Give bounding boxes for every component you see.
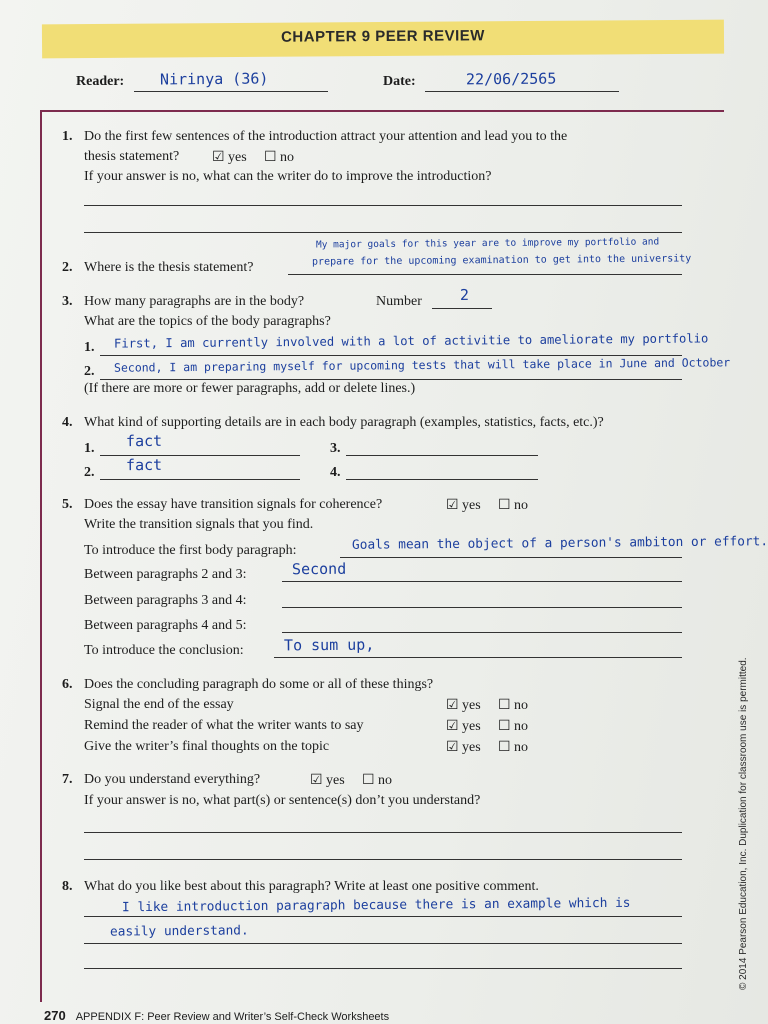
q5-yes-option[interactable]: ☑ yes: [446, 498, 481, 513]
q4-detail-1-field[interactable]: fact: [125, 431, 163, 451]
q4-text: What kind of supporting details are in each body paragraph (examples, statistics, facts, etc.)?: [84, 415, 604, 430]
q3-text-line2: What are the topics of the body paragraphs?: [84, 314, 331, 329]
q6-number: 6.: [62, 677, 73, 692]
page-title: CHAPTER 9 PEER REVIEW: [280, 27, 485, 46]
q1-text-line3: If your answer is no, what can the writer do to improve the introduction?: [84, 169, 492, 184]
date-field[interactable]: 22/06/2565: [465, 69, 557, 89]
q4-detail-3-underline[interactable]: [346, 455, 538, 456]
q7-no-option[interactable]: ☐ no: [362, 773, 393, 788]
q1-text: Do the first few sentences of the introduction attract your attention and lead you to the: [84, 129, 568, 144]
q3-number-field[interactable]: 2: [459, 285, 470, 305]
q5-row-4-underline[interactable]: [282, 632, 682, 633]
q7-yes-option[interactable]: ☑ yes: [310, 773, 345, 788]
q5-row-3-underline[interactable]: [282, 607, 682, 608]
q2-text: Where is the thesis statement?: [84, 260, 254, 275]
q3-number: 3.: [62, 294, 73, 309]
q5-row-2-field[interactable]: Second: [291, 559, 347, 579]
q8-text: What do you like best about this paragraph? Write at least one positive comment.: [84, 879, 539, 894]
q5-row-1-field[interactable]: Goals mean the object of a person's ambiton or effort.: [351, 534, 768, 553]
q3-topic-2-number: 2.: [84, 364, 95, 379]
q1-answer-line-2[interactable]: [84, 232, 682, 233]
q6-item-2-yes[interactable]: ☑ yes: [446, 719, 481, 734]
q1-no-option[interactable]: ☐ no: [264, 150, 295, 165]
q1-answer-line-1[interactable]: [84, 205, 682, 206]
q3-topic-1-field[interactable]: First, I am currently involved with a lot of activitie to ameliorate my portfolio: [113, 331, 709, 351]
page-number: 270: [44, 1008, 66, 1023]
q6-item-1-yes[interactable]: ☑ yes: [446, 698, 481, 713]
q6-item-2-no[interactable]: ☐ no: [498, 719, 529, 734]
q2-underline: [288, 274, 682, 275]
q4-detail-3-number: 3.: [330, 441, 341, 456]
q3-topic-2-field[interactable]: Second, I am preparing myself for upcoming tests that will take place in June and October: [113, 355, 731, 375]
q4-detail-2-number: 2.: [84, 465, 95, 480]
q7-text-line2: If your answer is no, what part(s) or sentence(s) don’t you understand?: [84, 793, 481, 808]
q8-number: 8.: [62, 879, 73, 894]
q2-answer-line-1[interactable]: My major goals for this year are to improve my portfolio and: [315, 236, 660, 251]
date-underline: [425, 91, 619, 92]
q6-text: Does the concluding paragraph do some or all of these things?: [84, 677, 434, 692]
q1-number: 1.: [62, 129, 73, 144]
copyright-side-note: [738, 640, 754, 990]
q6-item-3-yes[interactable]: ☑ yes: [446, 740, 481, 755]
q7-number: 7.: [62, 772, 73, 787]
q6-item-2-label: Remind the reader of what the writer wants to say: [84, 718, 364, 733]
q5-no-option[interactable]: ☐ no: [498, 498, 529, 513]
date-label: Date:: [383, 74, 416, 89]
q6-item-3-no[interactable]: ☐ no: [498, 740, 529, 755]
q4-detail-4-underline[interactable]: [346, 479, 538, 480]
q5-row-5-field[interactable]: To sum up,: [283, 635, 375, 655]
q4-detail-1-number: 1.: [84, 441, 95, 456]
q5-row-1-underline: [340, 557, 682, 558]
q6-item-3-label: Give the writer’s final thoughts on the topic: [84, 739, 330, 754]
q5-text: Does the essay have transition signals for coherence?: [84, 497, 383, 512]
q2-number: 2.: [62, 260, 73, 275]
q7-answer-line-1[interactable]: [84, 832, 682, 833]
footer-text: APPENDIX F: Peer Review and Writer’s Self-Check Worksheets: [75, 1011, 390, 1023]
q5-number: 5.: [62, 497, 73, 512]
q8-answer-line-1[interactable]: I like introduction paragraph because there is an example which is: [121, 895, 631, 916]
q8-answer-underline-1: [84, 916, 682, 917]
title-banner: [42, 20, 724, 59]
q1-text-line2: thesis statement?: [84, 149, 180, 164]
reader-underline: [134, 91, 328, 92]
page-footer: [44, 1008, 389, 1023]
q4-detail-4-number: 4.: [330, 465, 341, 480]
q5-row-4-label: Between paragraphs 4 and 5:: [84, 618, 247, 633]
q6-item-1-no[interactable]: ☐ no: [498, 698, 529, 713]
q5-row-5-label: To introduce the conclusion:: [84, 643, 244, 658]
reader-field[interactable]: Nirinya (36): [159, 69, 269, 89]
q4-number: 4.: [62, 415, 73, 430]
q3-topic-2-underline: [100, 379, 682, 380]
q5-text-line2: Write the transition signals that you find.: [84, 517, 314, 532]
reader-label: Reader:: [76, 74, 125, 89]
q8-answer-underline-2: [84, 943, 682, 944]
q8-answer-underline-3[interactable]: [84, 968, 682, 969]
q5-row-2-underline: [282, 581, 682, 582]
q4-detail-2-underline: [100, 479, 300, 480]
q2-answer-line-2[interactable]: prepare for the upcoming examination to get into the university: [311, 253, 692, 268]
q7-answer-line-2[interactable]: [84, 859, 682, 860]
q3-number-label: Number: [376, 294, 422, 309]
q5-row-3-label: Between paragraphs 3 and 4:: [84, 593, 247, 608]
q7-text: Do you understand everything?: [84, 772, 261, 787]
q8-answer-line-2[interactable]: easily understand.: [109, 923, 249, 940]
q6-item-1-label: Signal the end of the essay: [84, 697, 234, 712]
q5-row-2-label: Between paragraphs 2 and 3:: [84, 567, 247, 582]
q3-topic-1-number: 1.: [84, 340, 95, 355]
q4-detail-2-field[interactable]: fact: [125, 455, 163, 475]
q1-yes-option[interactable]: ☑ yes: [212, 150, 247, 165]
q3-number-underline: [432, 308, 492, 309]
q5-row-1-label: To introduce the first body paragraph:: [84, 543, 297, 558]
q5-row-5-underline: [274, 657, 682, 658]
q3-note: (If there are more or fewer paragraphs, add or delete lines.): [84, 381, 416, 396]
q3-text: How many paragraphs are in the body?: [84, 294, 305, 309]
copyright-text: © 2014 Pearson Education, Inc. Duplication for classroom use is permitted.: [738, 657, 749, 990]
